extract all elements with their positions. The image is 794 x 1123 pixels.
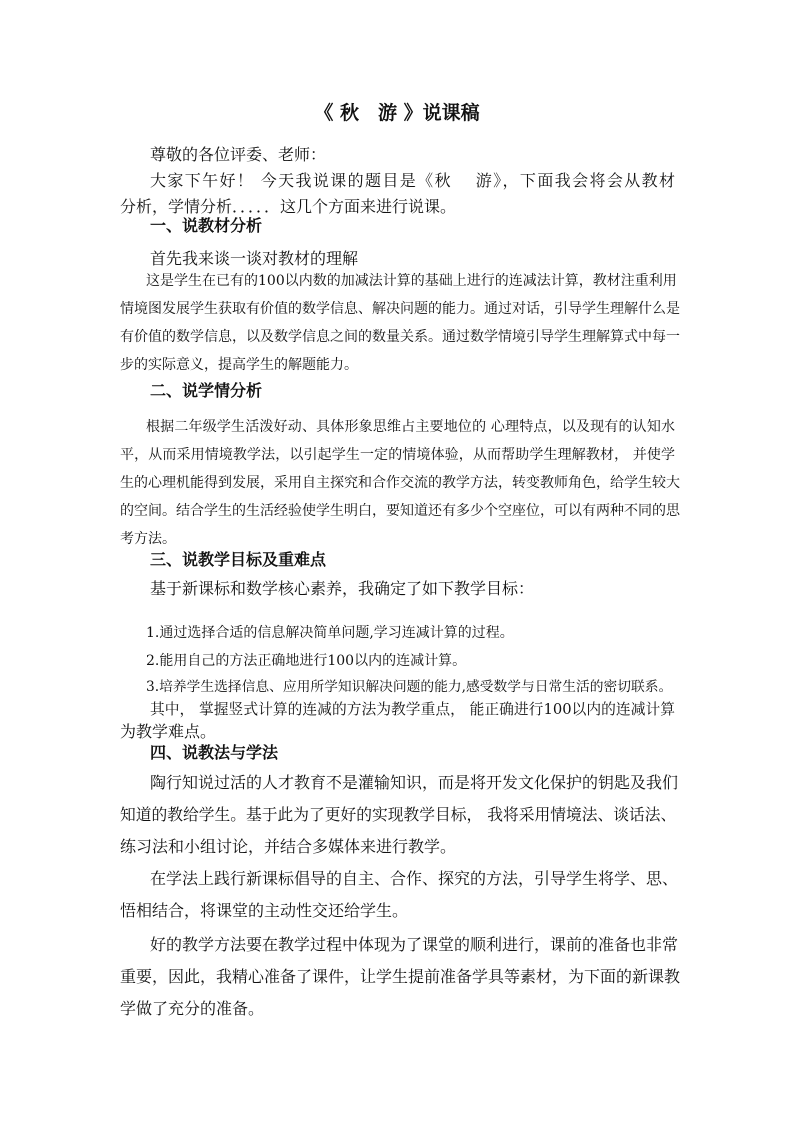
- paragraph-line: 好的教学方法要在教学过程中体现为了课堂的顺利进行，课前的准备也非常: [150, 935, 679, 954]
- paragraph-line: 练习法和小组讨论，并结合多媒体来进行教学。: [120, 837, 457, 856]
- section-heading-3: 三、说教学目标及重难点: [150, 550, 327, 569]
- paragraph-line: 重要，因此，我精心准备了课件，让学生提前准备学具等素材，为下面的新课教: [120, 967, 681, 986]
- objective-item-1: 1.通过选择合适的信息解决简单问题,学习连减计算的过程。: [146, 625, 514, 641]
- paragraph-line: 悟相结合，将课堂的主动性交还给学生。: [120, 901, 409, 920]
- section-heading-1: 一、说教材分析: [150, 216, 263, 235]
- intro-line-1: 大家下午好！ 今天我说课的题目是《秋 游》，下面我会将会从教材: [150, 171, 675, 190]
- paragraph-line: 其中， 掌握竖式计算的连减的方法为教学重点， 能正确进行100以内的连减计算: [150, 701, 675, 718]
- paragraph-line: 陶行知说过活的人才教育不是灌输知识，而是将开发文化保护的钥匙及我们: [150, 773, 679, 792]
- paragraph-line: 的空间。结合学生的生活经验使学生明白，要知道还有多少个空座位，可以有两种不同的思: [120, 503, 680, 519]
- paragraph-line: 平，从而采用情境教学法，以引起学生一定的情境体验，从而帮助学生理解教材， 并使学: [120, 447, 675, 463]
- section-heading-4: 四、说教法与学法: [150, 743, 279, 762]
- paragraph-line: 有价值的数学信息，以及数学信息之间的数量关系。通过数学情境引导学生理解算式中每一: [120, 329, 680, 345]
- paragraph-line: 基于新课标和数学核心素养，我确定了如下教学目标：: [150, 579, 535, 598]
- paragraph-line: 情境图发展学生获取有价值的数学信息、解决问题的能力。通过对话，引导学生理解什么是: [120, 301, 680, 317]
- paragraph-line: 这是学生在已有的100以内数的加减法计算的基础上进行的连减法计算，教材注重利用: [146, 273, 677, 289]
- paragraph-line: 在学法上践行新课标倡导的自主、合作、探究的方法，引导学生将学、思、: [150, 869, 679, 888]
- section-heading-2: 二、说学情分析: [150, 381, 263, 400]
- paragraph-line: 知道的教给学生。基于此为了更好的实现教学目标， 我将采用情境法、谈话法、: [120, 805, 677, 824]
- greeting-line: 尊敬的各位评委、老师：: [150, 145, 327, 164]
- paragraph-line: 考方法。: [120, 531, 176, 547]
- paragraph-line: 首先我来谈一谈对教材的理解: [150, 249, 359, 268]
- intro-line-2: 分析，学情分析．．．．．这几个方面来进行说课。: [120, 197, 457, 216]
- objective-item-2: 2.能用自己的方法正确地进行100以内的连减计算。: [146, 653, 467, 669]
- paragraph-line: 生的心理机能得到发展，采用自主探究和合作交流的教学方法，转变教师角色，给学生较大: [120, 475, 680, 491]
- paragraph-line: 为教学难点。: [120, 722, 217, 741]
- paragraph-line: 步的实际意义，提高学生的解题能力。: [120, 357, 358, 373]
- document-title: 《 秋 游 》说课稿: [314, 102, 480, 124]
- paragraph-line: 学做了充分的准备。: [120, 999, 265, 1018]
- objective-item-3: 3.培养学生选择信息、应用所学知识解决问题的能力,感受数学与日常生活的密切联系。: [146, 679, 673, 695]
- paragraph-line: 根据二年级学生活泼好动、具体形象思维占主要地位的 心理特点，以及现有的认知水: [146, 419, 675, 435]
